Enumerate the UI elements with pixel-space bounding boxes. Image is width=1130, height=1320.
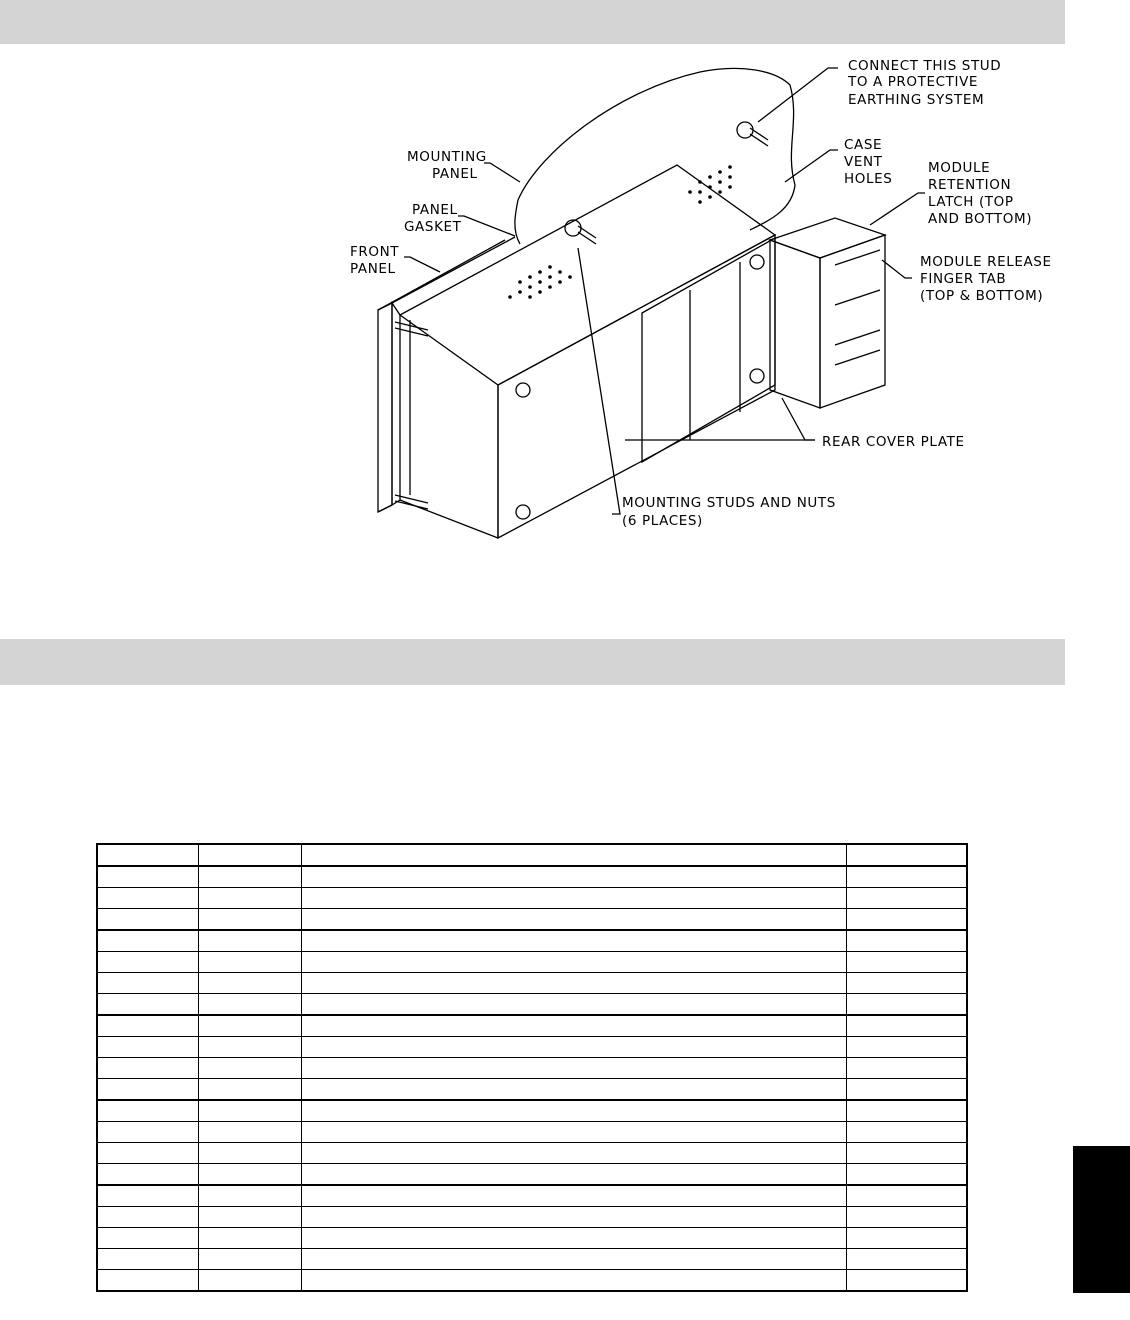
- table-cell: [198, 1037, 301, 1058]
- table-cell: [301, 1207, 846, 1228]
- unit-mounting-drawing: [0, 0, 1130, 640]
- table-row: [97, 994, 967, 1016]
- table-cell: [97, 888, 198, 909]
- callout-earthing-stud: CONNECT THIS STUD TO A PROTECTIVE EARTHING SYSTEM: [848, 58, 1002, 108]
- table-cell: [97, 844, 198, 866]
- table-row: [97, 952, 967, 973]
- table-cell: [846, 1270, 967, 1292]
- table-cell: [301, 930, 846, 952]
- table-cell: [301, 1015, 846, 1037]
- table-cell: [301, 1122, 846, 1143]
- table-cell: [301, 952, 846, 973]
- table-row: [97, 930, 967, 952]
- table-cell: [198, 909, 301, 931]
- table-cell: [846, 844, 967, 866]
- table-row: [97, 1228, 967, 1249]
- table-cell: [846, 1122, 967, 1143]
- table-cell: [301, 1164, 846, 1186]
- table-cell: [198, 994, 301, 1016]
- table-cell: [301, 994, 846, 1016]
- section-header-band: [0, 639, 1065, 685]
- callout-mounting-panel: MOUNTING PANEL: [407, 149, 487, 182]
- table-cell: [97, 1270, 198, 1292]
- table-cell: [97, 909, 198, 931]
- table-cell: [846, 1015, 967, 1037]
- callout-module-release-tab: MODULE RELEASE FINGER TAB (TOP & BOTTOM): [920, 254, 1052, 304]
- table-cell: [846, 973, 967, 994]
- table-row: [97, 1037, 967, 1058]
- table-row: [97, 844, 967, 866]
- table-cell: [97, 1185, 198, 1207]
- table-row: [97, 888, 967, 909]
- table-cell: [301, 1079, 846, 1101]
- table-cell: [846, 1143, 967, 1164]
- table-cell: [97, 930, 198, 952]
- table-cell: [846, 909, 967, 931]
- table-row: [97, 1015, 967, 1037]
- table-cell: [846, 1207, 967, 1228]
- table-row: [97, 1164, 967, 1186]
- table-row: [97, 973, 967, 994]
- table-cell: [301, 973, 846, 994]
- table-cell: [198, 1100, 301, 1122]
- callout-case-vent-holes: CASE VENT HOLES: [844, 137, 893, 187]
- table-cell: [198, 1079, 301, 1101]
- table-row: [97, 1249, 967, 1270]
- table-cell: [97, 1228, 198, 1249]
- table-cell: [301, 844, 846, 866]
- table-cell: [97, 866, 198, 888]
- front-bezel: [378, 303, 392, 512]
- table-cell: [198, 844, 301, 866]
- table-cell: [301, 1249, 846, 1270]
- table-cell: [97, 1100, 198, 1122]
- table-row: [97, 866, 967, 888]
- table-cell: [97, 1122, 198, 1143]
- table-cell: [301, 1058, 846, 1079]
- case-top: [400, 165, 775, 385]
- table-cell: [97, 1015, 198, 1037]
- table-cell: [198, 1058, 301, 1079]
- specification-table: [96, 843, 968, 1292]
- table-cell: [301, 1270, 846, 1292]
- table-cell: [846, 1100, 967, 1122]
- table-cell: [97, 1249, 198, 1270]
- table-cell: [301, 1185, 846, 1207]
- table-cell: [846, 952, 967, 973]
- table-cell: [198, 1164, 301, 1186]
- table-row: [97, 1207, 967, 1228]
- table-row: [97, 1185, 967, 1207]
- table-cell: [97, 952, 198, 973]
- table-cell: [198, 1122, 301, 1143]
- callout-rear-cover-plate: REAR COVER PLATE: [822, 434, 965, 450]
- table-cell: [97, 1143, 198, 1164]
- table-cell: [846, 1037, 967, 1058]
- table-cell: [198, 973, 301, 994]
- table-cell: [198, 1143, 301, 1164]
- table-cell: [846, 1228, 967, 1249]
- callout-front-panel: FRONT PANEL: [350, 244, 400, 277]
- table-cell: [198, 1185, 301, 1207]
- table-cell: [97, 973, 198, 994]
- table-cell: [846, 930, 967, 952]
- table-row: [97, 1270, 967, 1292]
- table-cell: [301, 1100, 846, 1122]
- table-cell: [301, 866, 846, 888]
- callout-panel-gasket: PANEL GASKET: [404, 202, 462, 235]
- table-cell: [97, 1207, 198, 1228]
- table-cell: [846, 1185, 967, 1207]
- table-cell: [97, 1079, 198, 1101]
- table-cell: [198, 1228, 301, 1249]
- vent-holes: [508, 165, 732, 299]
- callout-mounting-studs: MOUNTING STUDS AND NUTS (6 PLACES): [622, 495, 836, 529]
- table-cell: [97, 994, 198, 1016]
- callout-module-retention-latch: MODULE RETENTION LATCH (TOP AND BOTTOM): [928, 160, 1033, 227]
- table-row: [97, 1079, 967, 1101]
- table-cell: [846, 994, 967, 1016]
- table-row: [97, 1100, 967, 1122]
- table-cell: [97, 1058, 198, 1079]
- table-cell: [198, 1249, 301, 1270]
- table-cell: [97, 1037, 198, 1058]
- table-row: [97, 1058, 967, 1079]
- table-cell: [97, 1164, 198, 1186]
- table-cell: [198, 1015, 301, 1037]
- table-cell: [301, 909, 846, 931]
- table-cell: [301, 1143, 846, 1164]
- table-cell: [198, 866, 301, 888]
- table-cell: [301, 1228, 846, 1249]
- table-cell: [301, 888, 846, 909]
- table-cell: [846, 1079, 967, 1101]
- table-cell: [846, 1249, 967, 1270]
- table-cell: [301, 1037, 846, 1058]
- table-cell: [846, 1164, 967, 1186]
- table-row: [97, 1122, 967, 1143]
- table-cell: [846, 866, 967, 888]
- table-cell: [198, 1207, 301, 1228]
- table-cell: [846, 1058, 967, 1079]
- table-cell: [198, 1270, 301, 1292]
- section-index-tab: [1073, 1146, 1130, 1293]
- table-cell: [198, 930, 301, 952]
- table-row: [97, 909, 967, 931]
- table-cell: [198, 888, 301, 909]
- table-row: [97, 1143, 967, 1164]
- mounting-panel-outline: [518, 68, 795, 230]
- table-cell: [198, 952, 301, 973]
- table-cell: [846, 888, 967, 909]
